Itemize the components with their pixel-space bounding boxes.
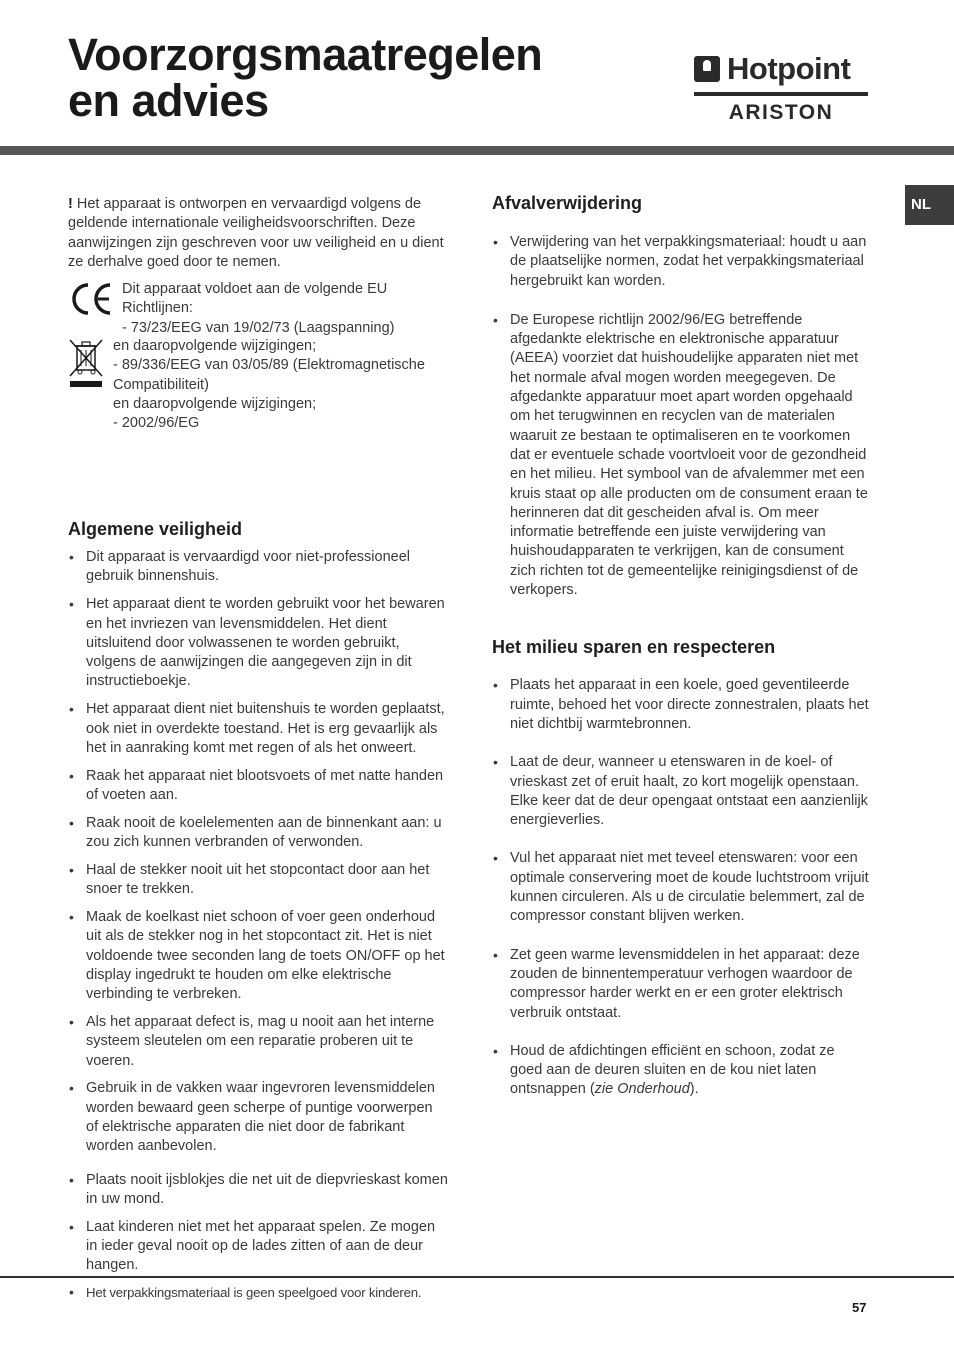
list-item: • Vul het apparaat niet met teveel etenswaren: voor een optimale conservering moet de koude luchtstroom vrijuit kunnen circuleren. Als u de circulatie belemmert, zal de compressor constant blijven werken. <box>492 849 870 926</box>
seals-text: Houd de afdichtingen efficiënt en schoon, zodat ze goed aan de deuren sluiten en de kou niet laten ontsnappen ( <box>510 1042 835 1098</box>
section-heading-waste: Afvalverwijdering <box>492 193 643 213</box>
ce-line: - 2002/96/EG <box>113 415 200 432</box>
list-item: • Het apparaat dient te worden gebruikt voor het bewaren en het invriezen van levensmiddelen. Het dient uitsluitend door volwassenen te worden gebruikt, volgens de aanwijzingen die aangegeven zijn in dit instructieboekje. <box>68 595 448 691</box>
list-item: • Laat kinderen niet met het apparaat spelen. Ze mogen in ieder geval nooit op de lades zitten of aan de deur hangen. <box>68 1218 448 1276</box>
language-tab: NL <box>905 185 954 225</box>
maintenance-reference: zie Onderhoud <box>594 1081 690 1098</box>
waste-list <box>492 233 870 600</box>
intro-text: Het apparaat is ontworpen en vervaardigd volgens de geldende internationale veiligheidsvoorschriften. Deze aanwijzingen zijn geschreven voor uw veiligheid en u dient ze derhalve goed door te nemen. <box>68 196 444 270</box>
page-title-line1: Voorzorgsmaatregelen <box>68 29 543 80</box>
ce-directives-text <box>122 280 452 338</box>
list-item: • Maak de koelkast niet schoon of voer geen onderhoud uit als de stekker nog in het stopcontact zit. Het is niet voldoende twee seconden lang de toets ON/OFF op het display ingedrukt te houden om elke elektrische verbinding te verbreken. <box>68 908 448 1004</box>
page-number: 57 <box>852 1300 867 1315</box>
ce-directives-text-2 <box>113 337 448 433</box>
page-title-line2: en advies <box>68 75 269 126</box>
section-heading-environment: Het milieu sparen en respecteren <box>492 637 776 658</box>
intro-paragraph <box>68 195 448 272</box>
list-item: • Raak het apparaat niet blootsvoets of met natte handen of voeten aan. <box>68 767 448 806</box>
list-item: • Haal de stekker nooit uit het stopcontact door aan het snoer te trekken. <box>68 861 448 900</box>
ce-compliance-block <box>68 280 448 432</box>
general-safety-list <box>68 548 448 1303</box>
ce-line: Dit apparaat voldoet aan de volgende EU Richtlijnen: <box>122 281 388 317</box>
brand-logo <box>694 52 868 126</box>
logo-divider <box>694 92 868 96</box>
ce-line: en daaropvolgende wijzigingen; <box>113 396 317 413</box>
list-item <box>492 1042 870 1100</box>
environment-list <box>492 676 870 1099</box>
left-column <box>68 195 448 1303</box>
list-item: • Het apparaat dient niet buitenshuis te worden geplaatst, ook niet in overdekte toestand. Het is erg gevaarlijk als het in aanraking komt met regen of als het onweert. <box>68 700 448 758</box>
list-item: • Het verpakkingsmateriaal is geen speelgoed voor kinderen. <box>68 1283 448 1302</box>
logo-word: Hotpoint <box>727 51 851 86</box>
list-item: • Gebruik in de vakken waar ingevroren levensmiddelen worden bewaard geen scherpe of puntige voorwerpen of elektrische apparaten die niet door de fabrikant worden aanbevolen. <box>68 1079 448 1156</box>
list-item: • Raak nooit de koelelementen aan de binnenkant aan: u zou zich kunnen verbranden of verwonden. <box>68 814 448 853</box>
warning-mark: ! <box>68 196 73 212</box>
crossed-bin-icon <box>68 338 104 388</box>
ce-mark-icon <box>68 282 114 316</box>
ce-line: - 89/336/EEG van 03/05/89 (Elektromagnetische Compatibiliteit) <box>113 357 425 393</box>
right-column <box>492 192 870 1100</box>
list-item: • Dit apparaat is vervaardigd voor niet-professioneel gebruik binnenshuis. <box>68 548 448 587</box>
logo-sub: ARISTON <box>728 101 834 124</box>
list-item: • Als het apparaat defect is, mag u nooit aan het interne systeem sleutelen om een reparatie proberen uit te voeren. <box>68 1013 448 1071</box>
list-item: • Zet geen warme levensmiddelen in het apparaat: deze zouden de binnentemperatuur verhogen waardoor de compressor harder werkt en er een groter elektrisch verbruik ontstaat. <box>492 946 870 1023</box>
page-title <box>68 29 543 126</box>
ce-line: - 73/23/EEG van 19/02/73 (Laagspanning) <box>122 319 395 336</box>
section-heading-general-safety: Algemene veiligheid <box>68 519 243 540</box>
list-item: • Verwijdering van het verpakkingsmateriaal: houdt u aan de plaatselijke normen, zodat het verpakkingsmateriaal hergebruikt kan worden. <box>492 233 870 291</box>
list-item: • Plaats het apparaat in een koele, goed geventileerde ruimte, behoed het voor directe zonnestralen, plaats het niet dichtbij warmtebronnen. <box>492 676 870 734</box>
list-item: • De Europese richtlijn 2002/96/EG betreffende afgedankte elektrische en elektronische apparatuur (AEEA) voorziet dat huishoudelijke apparaten niet met het normale afval mogen worden meegegeven. De afgedankte apparatuur moet apart worden opgehaald om het terugwinnen en recyclen van de materialen waaruit ze bestaan te optimaliseren en te voorkomen dat er eventuele schade voortvloeit voor de gezondheid en het milieu. Het symbool van de afvalemmer met een kruis staat op alle producten om de consument eraan te herinneren dat dit gescheiden afval is. Om meer informatie betreffende een juiste verwijdering van huishoudapparaten te verkrijgen, kan de consument zich richten tot de gemeentelijke reinigingsdienst of de verkopers. <box>492 311 870 600</box>
ce-line: en daaropvolgende wijzigingen; <box>113 338 317 355</box>
header-bar <box>0 146 954 155</box>
hotpoint-logo-icon <box>694 56 720 82</box>
footer-rule <box>0 1276 954 1278</box>
list-item: • Plaats nooit ijsblokjes die net uit de diepvrieskast komen in uw mond. <box>68 1171 448 1210</box>
list-item: • Laat de deur, wanneer u etenswaren in de koel- of vrieskast zet of eruit haalt, zo kort mogelijk openstaan. Elke keer dat de deur opengaat ontstaat een aanzienlijk energieverlies. <box>492 753 870 830</box>
seals-text-end: ). <box>689 1081 699 1098</box>
